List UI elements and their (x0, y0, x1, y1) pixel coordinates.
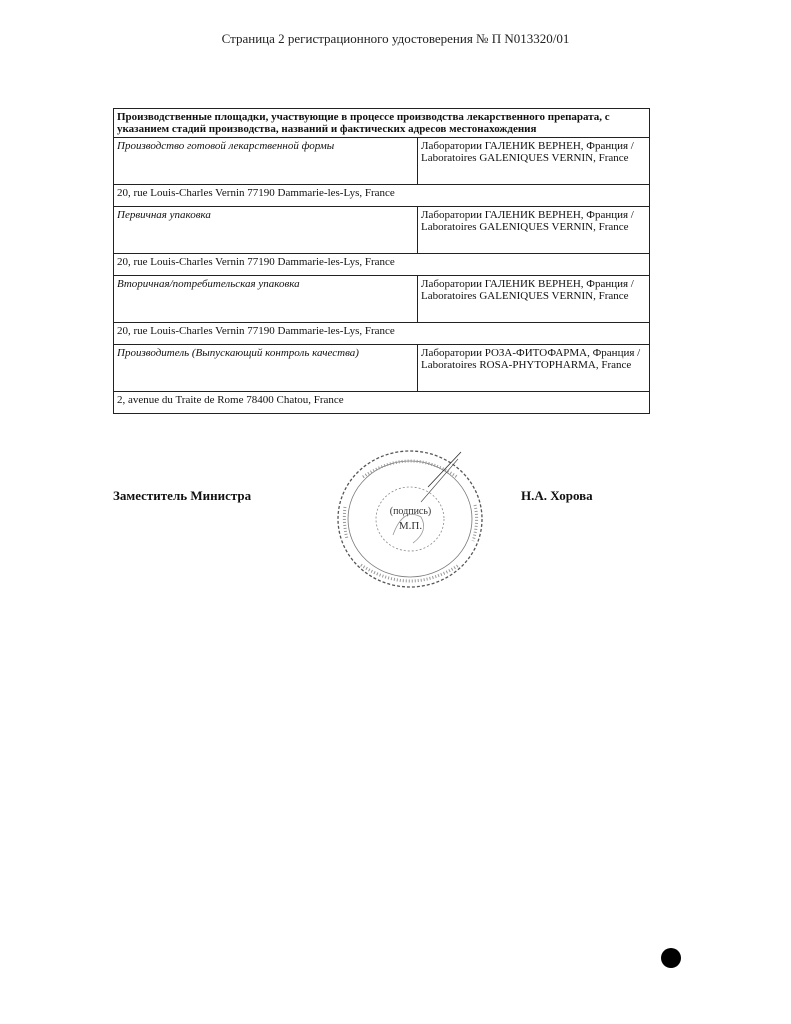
table-row (114, 276, 650, 323)
production-sites-table (113, 108, 650, 414)
table-row (114, 185, 650, 207)
signer-title: Заместитель Министра (113, 488, 252, 503)
seal-label: М.П. (398, 520, 423, 532)
table-row (114, 345, 650, 392)
table-row (114, 392, 650, 414)
company-cell: Лаборатории ГАЛЕНИК ВЕРНЕН, Франция / Laboratoires GALENIQUES VERNIN, France (418, 207, 650, 254)
company-cell: Лаборатории ГАЛЕНИК ВЕРНЕН, Франция / Laboratoires GALENIQUES VERNIN, France (418, 276, 650, 323)
company-cell: Лаборатории ГАЛЕНИК ВЕРНЕН, Франция / Laboratoires GALENIQUES VERNIN, France (418, 138, 650, 185)
table-row (114, 323, 650, 345)
address-cell: 20, rue Louis-Charles Vernin 77190 Dammarie-les-Lys, France (114, 323, 650, 345)
signature-label: (подпись) (389, 506, 432, 517)
page-title: Страница 2 регистрационного удостоверения № П N013320/01 (221, 31, 570, 46)
page-marker-dot (661, 948, 681, 968)
stage-cell: Первичная упаковка (114, 207, 418, 254)
address-cell: 20, rue Louis-Charles Vernin 77190 Dammarie-les-Lys, France (114, 185, 650, 207)
stage-cell: Вторичная/потребительская упаковка (114, 276, 418, 323)
address-cell: 20, rue Louis-Charles Vernin 77190 Dammarie-les-Lys, France (114, 254, 650, 276)
table-row (114, 207, 650, 254)
signer-name: Н.А. Хорова (521, 488, 593, 503)
stage-cell: Производство готовой лекарственной формы (114, 138, 418, 185)
table-heading-row (114, 109, 650, 138)
company-cell: Лаборатории РОЗА-ФИТОФАРМА, Франция / Laboratoires ROSA-PHYTOPHARMA, France (418, 345, 650, 392)
table-row (114, 138, 650, 185)
stage-cell: Производитель (Выпускающий контроль качества) (114, 345, 418, 392)
table-row (114, 254, 650, 276)
table-heading: Производственные площадки, участвующие в процессе производства лекарственного препарата, с указанием стадий производства, названий и фактических адресов местонахождения (114, 109, 650, 138)
address-cell: 2, avenue du Traite de Rome 78400 Chatou, France (114, 392, 650, 414)
